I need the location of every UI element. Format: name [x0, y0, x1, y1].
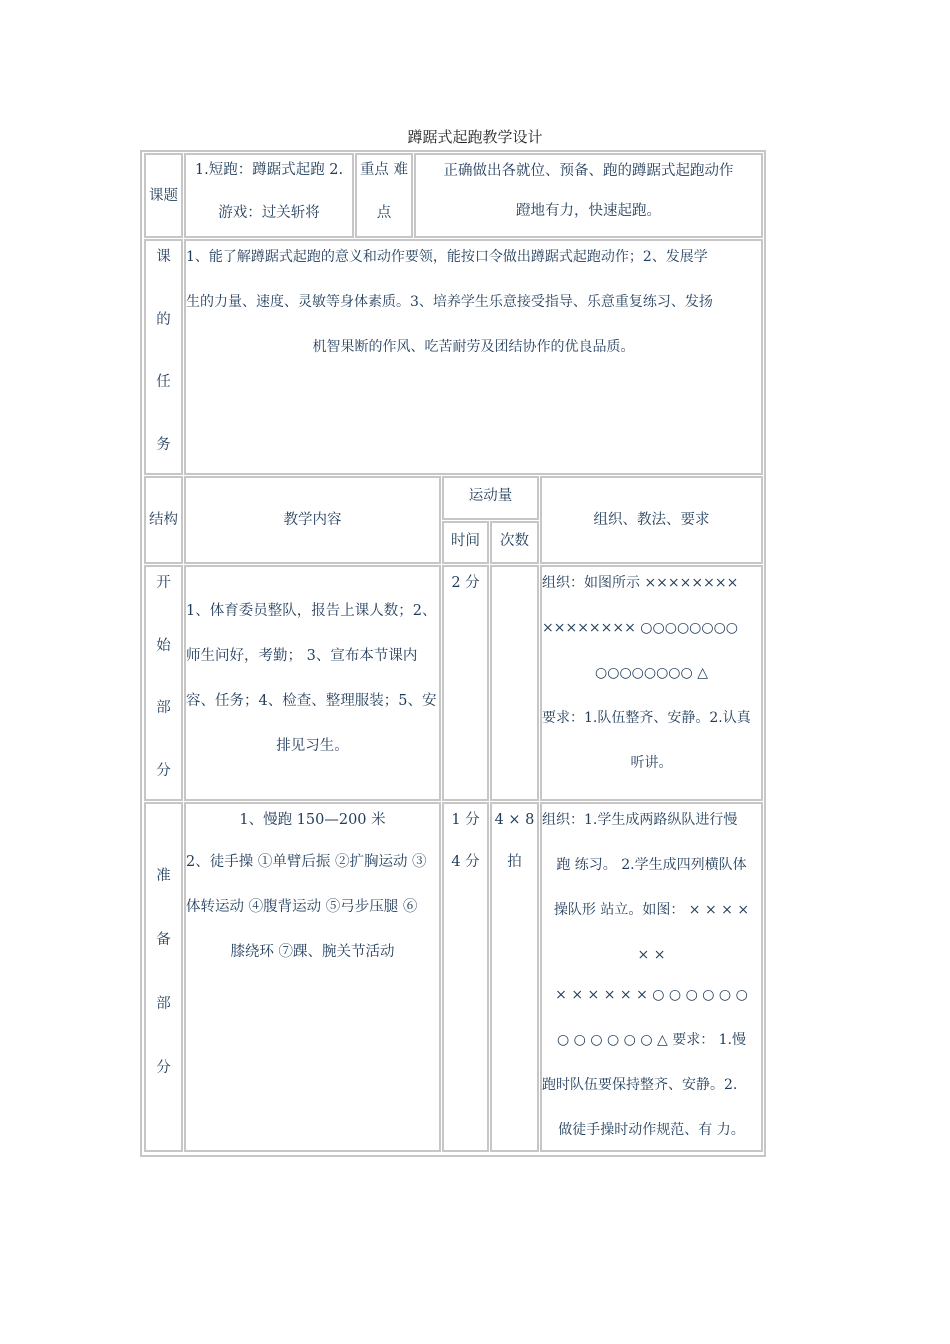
start-part-label-char: 分 [156, 762, 171, 779]
task-cell [184, 239, 763, 475]
prep-time-line: 1 分 [451, 812, 480, 828]
header-content: 教学内容 [283, 512, 342, 528]
header-structure-cell [144, 476, 183, 564]
key-points-line2: 蹬地有力，快速起跑。 [516, 203, 661, 219]
start-content-line: 容、任务；4、检查、整理服装；5、安 [186, 693, 437, 709]
prep-part-count-cell [490, 802, 539, 1152]
start-part-label-char: 部 [156, 700, 171, 717]
task-line3: 机智果断的作风、吃苦耐劳及团结协作的优良品质。 [312, 339, 635, 355]
prep-time-line: 4 分 [451, 854, 480, 870]
start-part-label-cell [144, 565, 183, 801]
key-points-label-line1: 重点 难 [359, 162, 409, 178]
prep-org-line: ○ ○ ○ ○ ○ ○ △ 要求： 1.慢 [556, 1032, 747, 1048]
topic-cell [184, 153, 354, 238]
prep-content-line: 体转运动 ④腹背运动 ⑤弓步压腿 ⑥ [186, 899, 418, 915]
prep-content-line: 膝绕环 ⑦踝、腕关节活动 [230, 944, 395, 960]
header-time: 时间 [451, 533, 480, 549]
task-line2: 生的力量、速度、灵敏等身体素质。3、培养学生乐意接受指导、乐意重复练习、发扬 [186, 294, 713, 310]
prep-part-label-char: 备 [156, 932, 171, 948]
prep-part-label-char: 准 [156, 868, 171, 884]
prep-org-line: × × [637, 947, 666, 963]
task-label-char: 任 [156, 374, 171, 391]
start-part-count-cell [490, 565, 539, 801]
prep-part-label-cell [144, 802, 183, 1152]
task-label-char: 课 [156, 249, 171, 265]
header-count-cell [490, 521, 539, 564]
key-points-line1: 正确做出各就位、预备、跑的蹲踞式起跑动作 [443, 163, 734, 179]
key-points-label-cell [355, 153, 413, 238]
header-org: 组织、教法、要求 [593, 512, 710, 528]
prep-org-line: 组织：1.学生成两路纵队进行慢 [542, 812, 738, 828]
prep-org-line: 跑 练习。 2.学生成四列横队体 [556, 857, 747, 873]
prep-content-line: 1、慢跑 150—200 米 [239, 812, 386, 828]
start-org-line: 组织：如图所示 ×××××××× [542, 575, 739, 591]
prep-part-label-char: 分 [156, 1060, 171, 1076]
start-time: 2 分 [451, 575, 480, 591]
start-org-line: ○○○○○○○○ △ [595, 665, 708, 681]
key-points-text-cell [414, 153, 763, 238]
header-org-cell [540, 476, 763, 564]
topic-line2: 游戏：过关斩将 [218, 205, 320, 221]
start-part-org-cell [540, 565, 763, 801]
topic-label-cell [144, 153, 183, 238]
topic-label: 课题 [149, 187, 178, 204]
prep-org-line: 跑时队伍要保持整齐、安静。2. [542, 1077, 738, 1093]
task-label-cell [144, 239, 183, 475]
prep-part-label-char: 部 [156, 996, 171, 1012]
start-org-line: 要求：1.队伍整齐、安静。2.认真 [542, 710, 751, 726]
prep-org-line: × × × × × × ○ ○ ○ ○ ○ ○ [555, 987, 748, 1003]
start-content-line: 1、体育委员整队，报告上课人数；2、 [186, 603, 437, 619]
header-structure: 结构 [149, 512, 178, 528]
prep-count-line: 4 × 8 [494, 812, 535, 828]
start-org-line: ×××××××× ○○○○○○○○ [542, 620, 739, 636]
header-content-cell [184, 476, 441, 564]
prep-content-line: 2、徒手操 ①单臂后振 ②扩胸运动 ③ [186, 854, 427, 870]
prep-org-line: 操队形 站立。如图： × × × × [553, 902, 750, 918]
document-title: 蹲踞式起跑教学设计 [407, 128, 543, 146]
prep-part-content-cell [184, 802, 441, 1152]
header-amount: 运动量 [468, 488, 513, 504]
prep-part-org-cell [540, 802, 763, 1152]
header-amount-cell [442, 476, 539, 520]
header-time-cell [442, 521, 489, 564]
start-content-line: 师生问好，考勤； 3、宣布本节课内 [186, 648, 418, 664]
task-label-char: 务 [156, 436, 171, 453]
header-count: 次数 [500, 533, 529, 549]
key-points-label-line2: 点 [376, 205, 392, 221]
topic-line1: 1.短跑：蹲踞式起跑 2. [194, 162, 344, 178]
prep-count-line: 拍 [507, 854, 522, 870]
start-part-label-char: 开 [156, 575, 171, 591]
task-label-char: 的 [156, 311, 171, 328]
start-content-line: 排见习生。 [276, 738, 349, 754]
start-part-content-cell [184, 565, 441, 801]
prep-part-time-cell [442, 802, 489, 1152]
prep-org-line: 做徒手操时动作规范、有 力。 [558, 1122, 745, 1138]
start-part-time-cell [442, 565, 489, 801]
start-org-line: 听讲。 [630, 755, 673, 771]
start-part-label-char: 始 [156, 637, 171, 654]
task-line1: 1、能了解蹲踞式起跑的意义和动作要领，能按口令做出蹲踞式起跑动作；2、发展学 [186, 249, 708, 265]
